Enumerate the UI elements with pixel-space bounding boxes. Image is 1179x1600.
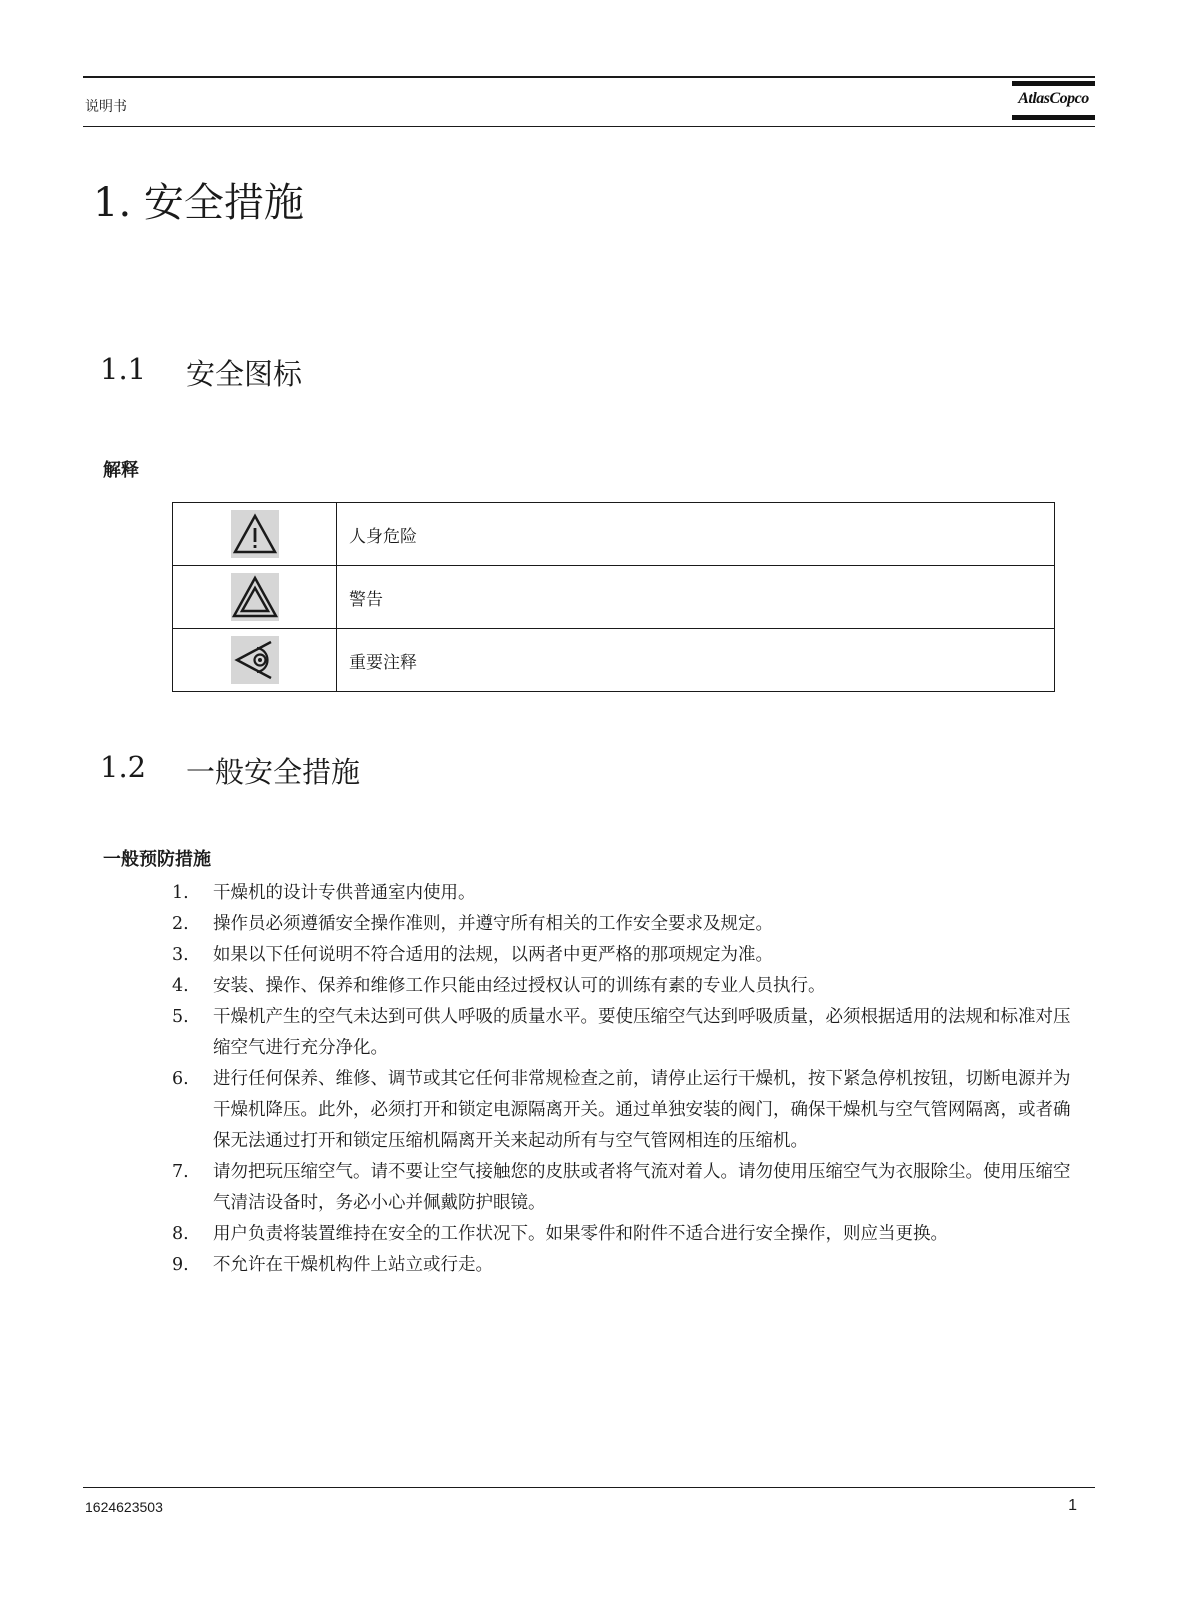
header-title: 说明书	[85, 99, 127, 115]
table-row	[173, 566, 1055, 629]
logo-bar-bottom	[1012, 115, 1095, 120]
document-number: 1624623503	[85, 1499, 163, 1515]
icon-cell	[173, 629, 337, 692]
page-number: 1	[1068, 1497, 1077, 1514]
table-row	[173, 503, 1055, 566]
subheading-general-precautions: 一般预防措施	[103, 849, 211, 870]
footer-rule	[83, 1487, 1095, 1488]
item-text: 干燥机产生的空气未达到可供人呼吸的质量水平。要使压缩空气达到呼吸质量，必须根据适用的法规和标准对压缩空气进行充分净化。	[213, 1007, 1071, 1058]
item-number: 5.	[172, 1007, 189, 1027]
header-rule-bottom	[83, 126, 1095, 127]
list-item	[172, 909, 1082, 940]
section-number: 1.1	[100, 352, 147, 386]
item-text: 进行任何保养、维修、调节或其它任何非常规检查之前，请停止运行干燥机，按下紧急停机按钮，切断电源并为干燥机降压。此外，必须打开和锁定电源隔离开关。通过单独安装的阀门，确保干燥机与空气管网隔离，或者确保无法通过打开和锁定压缩机隔离开关来起动所有与空气管网相连的压缩机。	[213, 1069, 1071, 1151]
icon-cell	[173, 566, 337, 629]
item-number: 3.	[172, 945, 189, 965]
item-text: 操作员必须遵循安全操作准则，并遵守所有相关的工作安全要求及规定。	[213, 914, 773, 934]
list-item	[172, 1219, 1082, 1250]
item-text: 如果以下任何说明不符合适用的法规，以两者中更严格的那项规定为准。	[213, 945, 773, 965]
eye-note-icon	[231, 636, 279, 684]
subheading-explanation: 解释	[103, 460, 139, 481]
list-item	[172, 1157, 1082, 1219]
logo-text: AtlasCopco	[1018, 90, 1089, 107]
item-number: 4.	[172, 976, 189, 996]
section-title: 安全图标	[186, 357, 303, 391]
atlas-copco-logo	[1012, 81, 1095, 123]
list-item	[172, 1002, 1082, 1064]
exclamation-triangle-icon	[231, 510, 279, 558]
section-number: 1.2	[100, 750, 147, 784]
chapter-title: 1. 安全措施	[93, 180, 304, 226]
item-text: 干燥机的设计专供普通室内使用。	[213, 883, 476, 903]
item-text: 安装、操作、保养和维修工作只能由经过授权认可的训练有素的专业人员执行。	[213, 976, 826, 996]
header-rule-top	[83, 76, 1095, 78]
item-number: 9.	[172, 1255, 189, 1275]
list-item	[172, 940, 1082, 971]
logo-bar-top	[1012, 81, 1095, 86]
item-number: 7.	[172, 1162, 189, 1182]
symbol-label: 人身危险	[337, 503, 1055, 566]
item-number: 1.	[172, 883, 189, 903]
symbol-label: 重要注释	[337, 629, 1055, 692]
item-number: 8.	[172, 1224, 189, 1244]
item-text: 用户负责将装置维持在安全的工作状况下。如果零件和附件不适合进行安全操作，则应当更换。	[213, 1224, 948, 1244]
item-number: 6.	[172, 1069, 189, 1089]
safety-symbols-table	[172, 502, 1055, 692]
symbol-label: 警告	[337, 566, 1055, 629]
precautions-list	[172, 878, 1082, 1281]
double-triangle-warning-icon	[231, 573, 279, 621]
item-text: 请勿把玩压缩空气。请不要让空气接触您的皮肤或者将气流对着人。请勿使用压缩空气为衣服除尘。使用压缩空气清洁设备时，务必小心并佩戴防护眼镜。	[213, 1162, 1071, 1213]
table-row	[173, 629, 1055, 692]
list-item	[172, 1250, 1082, 1281]
item-number: 2.	[172, 914, 189, 934]
item-text: 不允许在干燥机构件上站立或行走。	[213, 1255, 493, 1275]
list-item	[172, 1064, 1082, 1157]
section-title: 一般安全措施	[186, 755, 361, 789]
list-item	[172, 878, 1082, 909]
icon-cell	[173, 503, 337, 566]
list-item	[172, 971, 1082, 1002]
